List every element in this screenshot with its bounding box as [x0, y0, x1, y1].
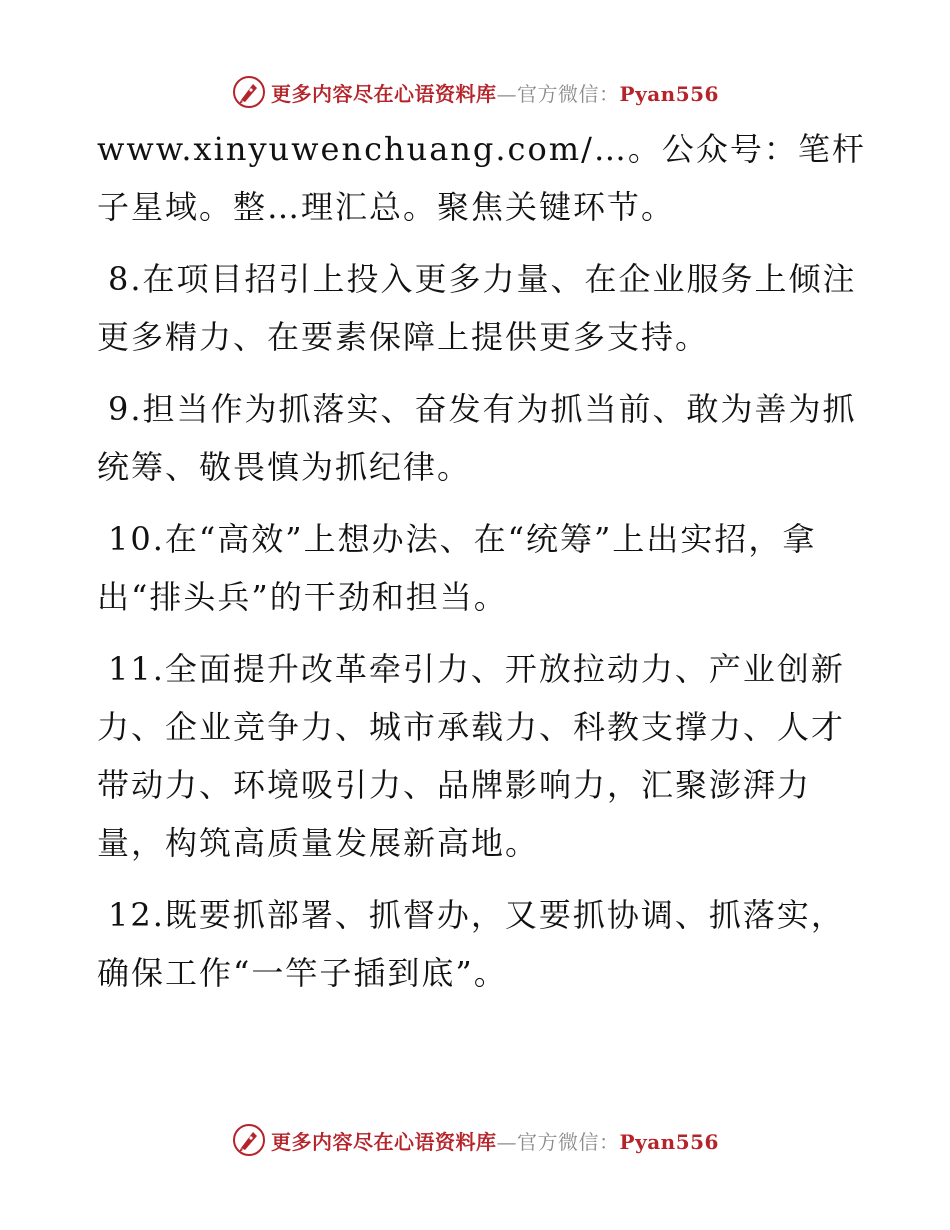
banner-suffix: 官方微信： — [517, 81, 620, 106]
paragraph-item-10: 10.在“高效”上想办法、在“统筹”上出实招，拿出“排头兵”的干劲和担当。 — [97, 520, 817, 616]
banner-text — [271, 78, 719, 107]
paragraph-item-9: 9.担当作为抓落实、奋发有为抓当前、敢为善为抓统筹、敬畏慎为抓纪律。 — [97, 390, 857, 486]
paragraph-item-12: 12.既要抓部署、抓督办，又要抓协调、抓落实，确保工作“一竿子插到底”。 — [97, 896, 845, 992]
paragraph-item-8: 8.在项目招引上投入更多力量、在企业服务上倾注更多精力、在要素保障上提供更多支持。 — [97, 260, 857, 356]
banner-wechat-id: Pyan556 — [619, 81, 719, 106]
banner-main-text: 更多内容尽在心语资料库 — [271, 1129, 497, 1154]
banner-main-text: 更多内容尽在心语资料库 — [271, 81, 497, 106]
footer-banner — [0, 1120, 950, 1160]
pen-nib-logo-icon — [231, 74, 267, 110]
banner-dash: — — [496, 1129, 518, 1154]
header-banner — [0, 72, 950, 112]
pen-nib-logo-icon — [231, 1122, 267, 1158]
banner-text — [271, 1126, 719, 1155]
document-body — [97, 120, 877, 1016]
banner-suffix: 官方微信： — [517, 1129, 620, 1154]
banner-dash: — — [496, 81, 518, 106]
paragraph-item-11: 11.全面提升改革牵引力、开放拉动力、产业创新力、企业竞争力、城市承载力、科教支撑力、人才带动力、环境吸引力、品牌影响力，汇聚澎湃力量，构筑高质量发展新高地。 — [97, 650, 846, 862]
paragraph-intro: www.xinyuwenchuang.com/…。公众号：笔杆子星域。整…理汇总。聚焦关键环节。 — [97, 130, 866, 226]
banner-wechat-id: Pyan556 — [619, 1129, 719, 1154]
